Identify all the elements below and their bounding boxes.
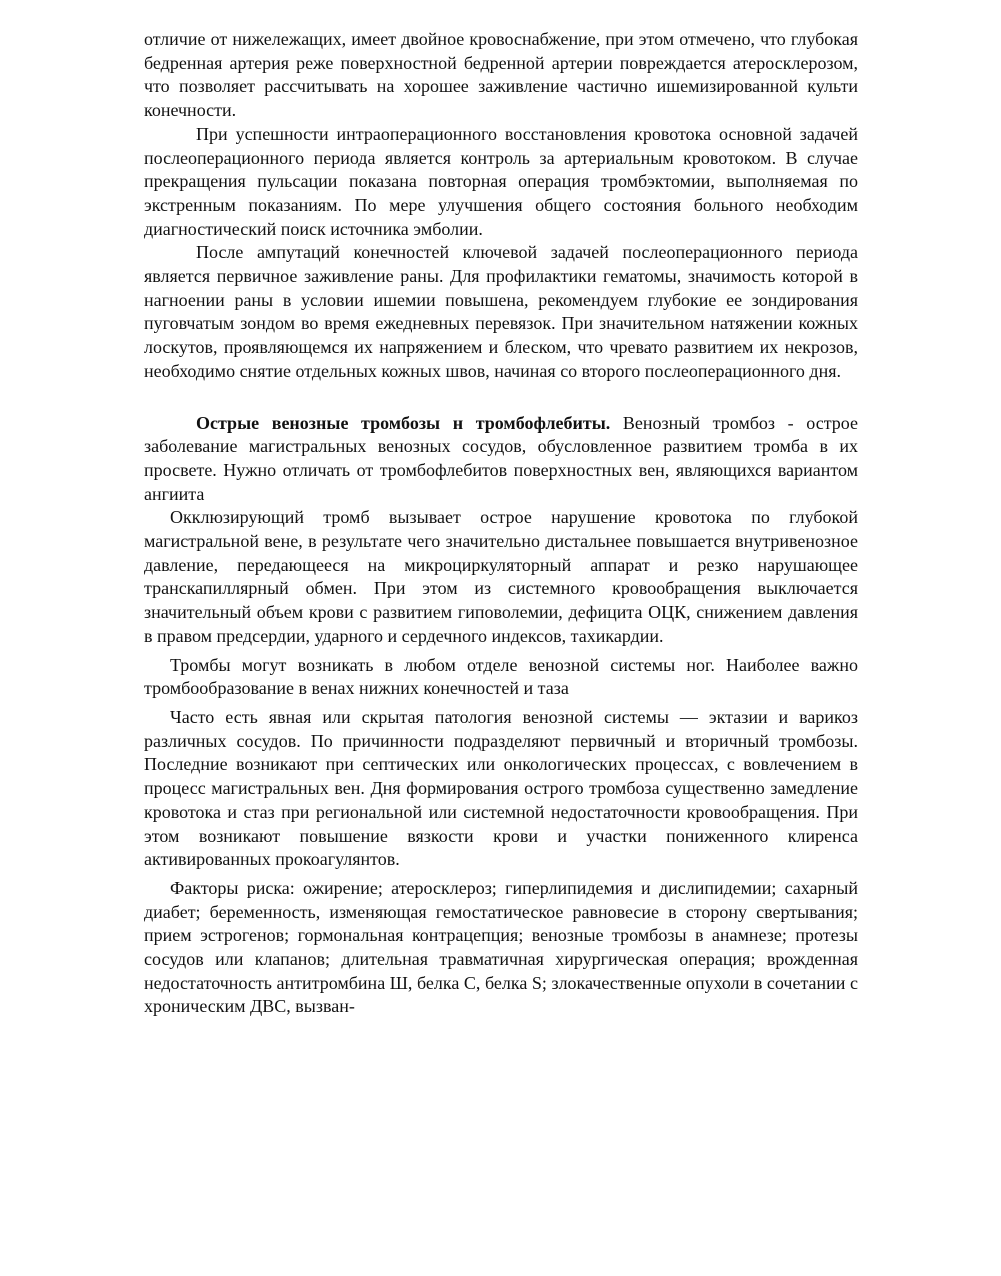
section-heading: Острые венозные тромбозы н тромбофлебиты. <box>196 412 611 433</box>
document-page <box>144 28 858 1019</box>
section-intro-text: Венозный тромбоз - острое заболевание магистральных венозных сосудов, обусловленное развитием тромба в их просвете. Нужно отличать от тромбофлебитов поверхностных вен, являющихся вариантом ангиита <box>144 412 858 504</box>
paragraph-7: Часто есть явная или скрытая патология венозной системы — эктазии и варикоз различных сосудов. По причинности подразделяют первичный и вторичный тромбозы. Последние возникают при септических или онкологических процессах, с вовлечением в процесс магистральных вен. Дня формирования острого тромбоза существенно замедление кровотока и стаз при региональной или системной недостаточности кровообращения. При этом возникают повышение вязкости крови и участки пониженного клиренса активированных прокоагулянтов. <box>144 706 858 870</box>
paragraph-3: После ампутаций конечностей ключевой задачей послеоперационного периода является первичное заживление раны. Для профилактики гематомы, значимость которой в нагноении раны в условии ишемии повышена, рекомендуем глубокие ее зондирования пуговчатым зондом во время ежедневных перевязок. При значительном натяжении кожных лоскутов, проявляющемся их напряжением и блеском, что чревато развитием их некрозов, необходимо снятие отдельных кожных швов, начиная со второго послеоперационного дня. <box>144 242 858 381</box>
paragraph-6: Тромбы могут возникать в любом отделе венозной системы ног. Наиболее важно тромбообразование в венах нижних конечностей и таза <box>144 654 858 699</box>
paragraph-5: Окклюзирующий тромб вызывает острое нарушение кровотока по глубокой магистральной вене, в результате чего значительно дистальнее повышается внутривенозное давление, передающееся на микроциркуляторный аппарат и резко нарушающее транскапиллярный обмен. При этом из системного кровообращения выключается значительный объем крови с развитием гиповолемии, дефицита ОЦК, снижением давления в правом предсердии, ударного и сердечного индексов, тахикардии. <box>144 507 858 646</box>
section-paragraph-venous-thrombosis <box>144 412 858 507</box>
paragraph-2: При успешности интраоперационного восстановления кровотока основной задачей послеоперационного периода является контроль за артериальным кровотоком. В случае прекращения пульсации показана повторная операция тромбэктомии, выполняемая по экстренным показаниям. По мере улучшения общего состояния больного необходим диагностический поиск источника эмболии. <box>144 123 858 239</box>
paragraph-8: Факторы риска: ожирение; атеросклероз; гиперлипидемия и дислипидемии; сахарный диабет; беременность, изменяющая гемостатическое равновесие в сторону свертывания; прием эстрогенов; гормональная контрацепция; венозные тромбозы в анамнезе; протезы сосудов или клапанов; длительная травматичная хирургическая операция; врожденная недостаточность антитромбина Ш, белка С, белка S; злокачественные опухоли в сочетании с хроническим ДВС, вызван- <box>144 877 858 1017</box>
paragraph-1: отличие от нижележащих, имеет двойное кровоснабжение, при этом отмечено, что глубокая бедренная артерия реже поверхностной бедренной артерии повреждается атеросклерозом, что позволяет рассчитывать на хорошее заживление частично ишемизированной культи конечности. <box>144 29 858 121</box>
